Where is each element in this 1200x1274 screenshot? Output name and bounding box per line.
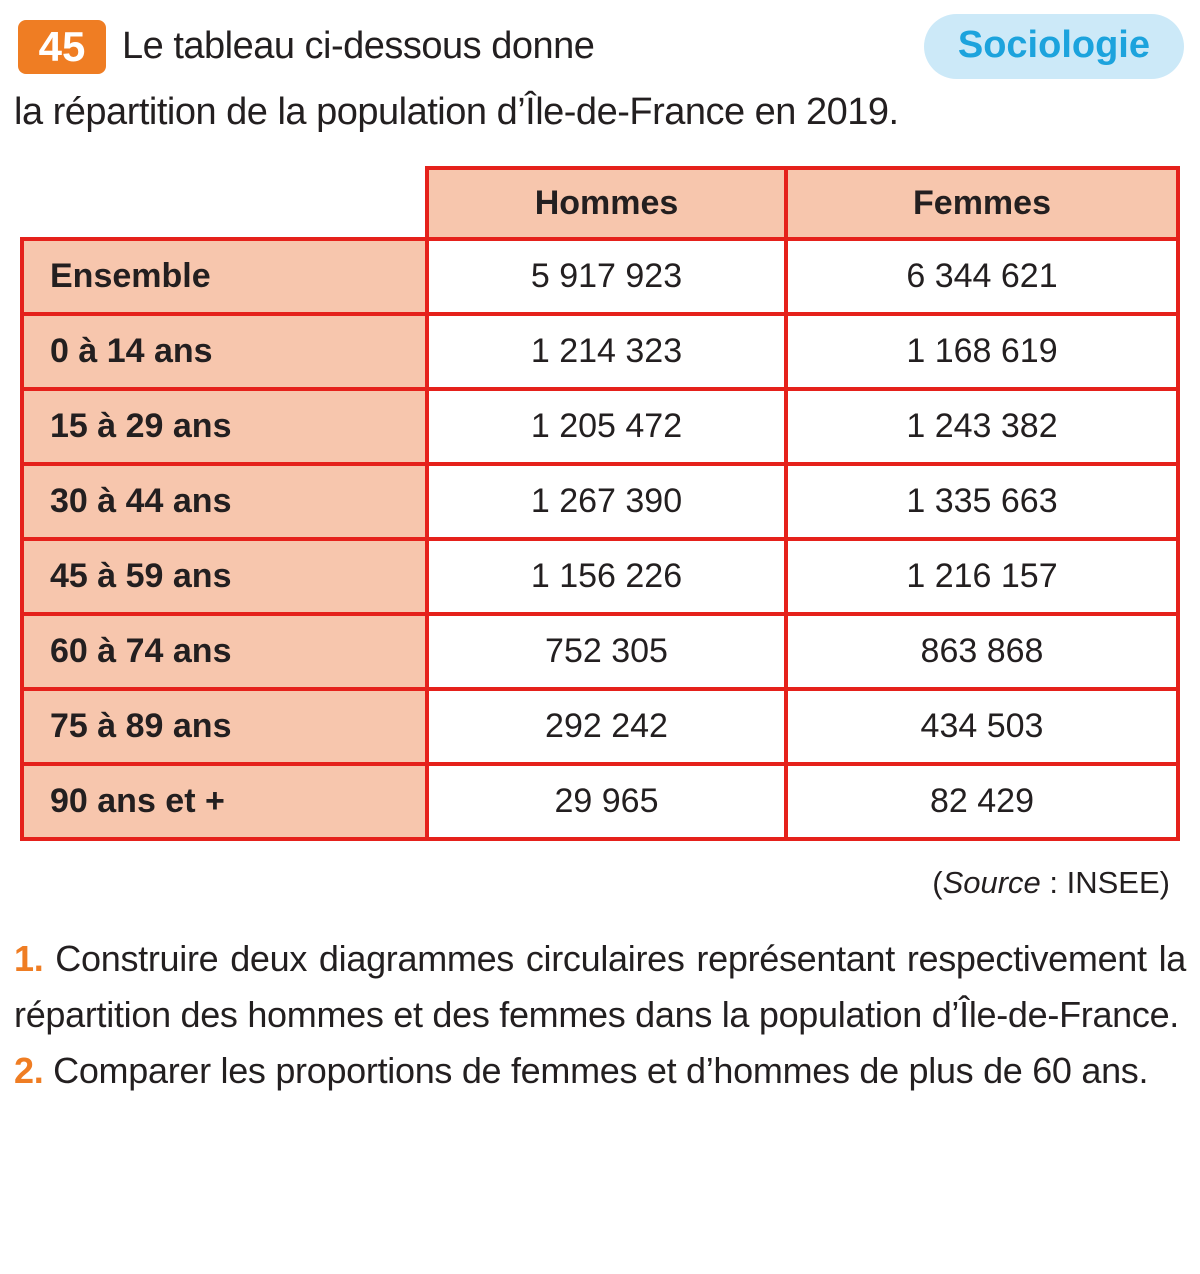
title-row (18, 14, 1184, 79)
table-corner-empty-cell (22, 168, 427, 239)
table-row (22, 314, 1178, 389)
questions-block (14, 931, 1186, 1099)
table-row (22, 689, 1178, 764)
table-row (22, 764, 1178, 839)
population-table (20, 166, 1180, 841)
cell-hommes: 5 917 923 (427, 239, 786, 314)
exercise-number-badge: 45 (18, 20, 106, 74)
table-row (22, 539, 1178, 614)
source-rest: : INSEE) (1040, 865, 1170, 900)
category-badge: Sociologie (924, 14, 1184, 79)
row-label: 90 ans et + (22, 764, 427, 839)
source-open: ( (932, 865, 943, 900)
cell-femmes: 863 868 (786, 614, 1178, 689)
table-row (22, 464, 1178, 539)
table-row (22, 614, 1178, 689)
table-header-row (22, 168, 1178, 239)
cell-femmes: 434 503 (786, 689, 1178, 764)
question-1 (14, 931, 1186, 1043)
column-header-hommes: Hommes (427, 168, 786, 239)
title-line1: Le tableau ci-dessous donne (122, 25, 595, 67)
cell-femmes: 82 429 (786, 764, 1178, 839)
source-word: Source (942, 865, 1041, 900)
cell-hommes: 1 205 472 (427, 389, 786, 464)
cell-femmes: 1 168 619 (786, 314, 1178, 389)
column-header-femmes: Femmes (786, 168, 1178, 239)
cell-hommes: 292 242 (427, 689, 786, 764)
source-note (0, 865, 1170, 901)
question-1-text: Construire deux diagrammes circulaires représentant respectivement la répartition des hommes et des femmes dans la population d’Île-de-France. (14, 938, 1186, 1035)
cell-femmes: 6 344 621 (786, 239, 1178, 314)
title-line2: la répartition de la population d’Île-de-France en 2019. (14, 91, 899, 133)
question-1-number: 1. (14, 938, 44, 979)
question-2 (14, 1043, 1186, 1099)
table-row (22, 389, 1178, 464)
cell-hommes: 29 965 (427, 764, 786, 839)
row-label: 45 à 59 ans (22, 539, 427, 614)
row-label: Ensemble (22, 239, 427, 314)
row-label: 60 à 74 ans (22, 614, 427, 689)
table-row (22, 239, 1178, 314)
question-2-number: 2. (14, 1050, 44, 1091)
cell-femmes: 1 335 663 (786, 464, 1178, 539)
cell-hommes: 752 305 (427, 614, 786, 689)
cell-hommes: 1 267 390 (427, 464, 786, 539)
cell-femmes: 1 243 382 (786, 389, 1178, 464)
row-label: 30 à 44 ans (22, 464, 427, 539)
question-2-text: Comparer les proportions de femmes et d’hommes de plus de 60 ans. (53, 1050, 1149, 1091)
cell-hommes: 1 214 323 (427, 314, 786, 389)
cell-hommes: 1 156 226 (427, 539, 786, 614)
row-label: 0 à 14 ans (22, 314, 427, 389)
row-label: 15 à 29 ans (22, 389, 427, 464)
row-label: 75 à 89 ans (22, 689, 427, 764)
cell-femmes: 1 216 157 (786, 539, 1178, 614)
